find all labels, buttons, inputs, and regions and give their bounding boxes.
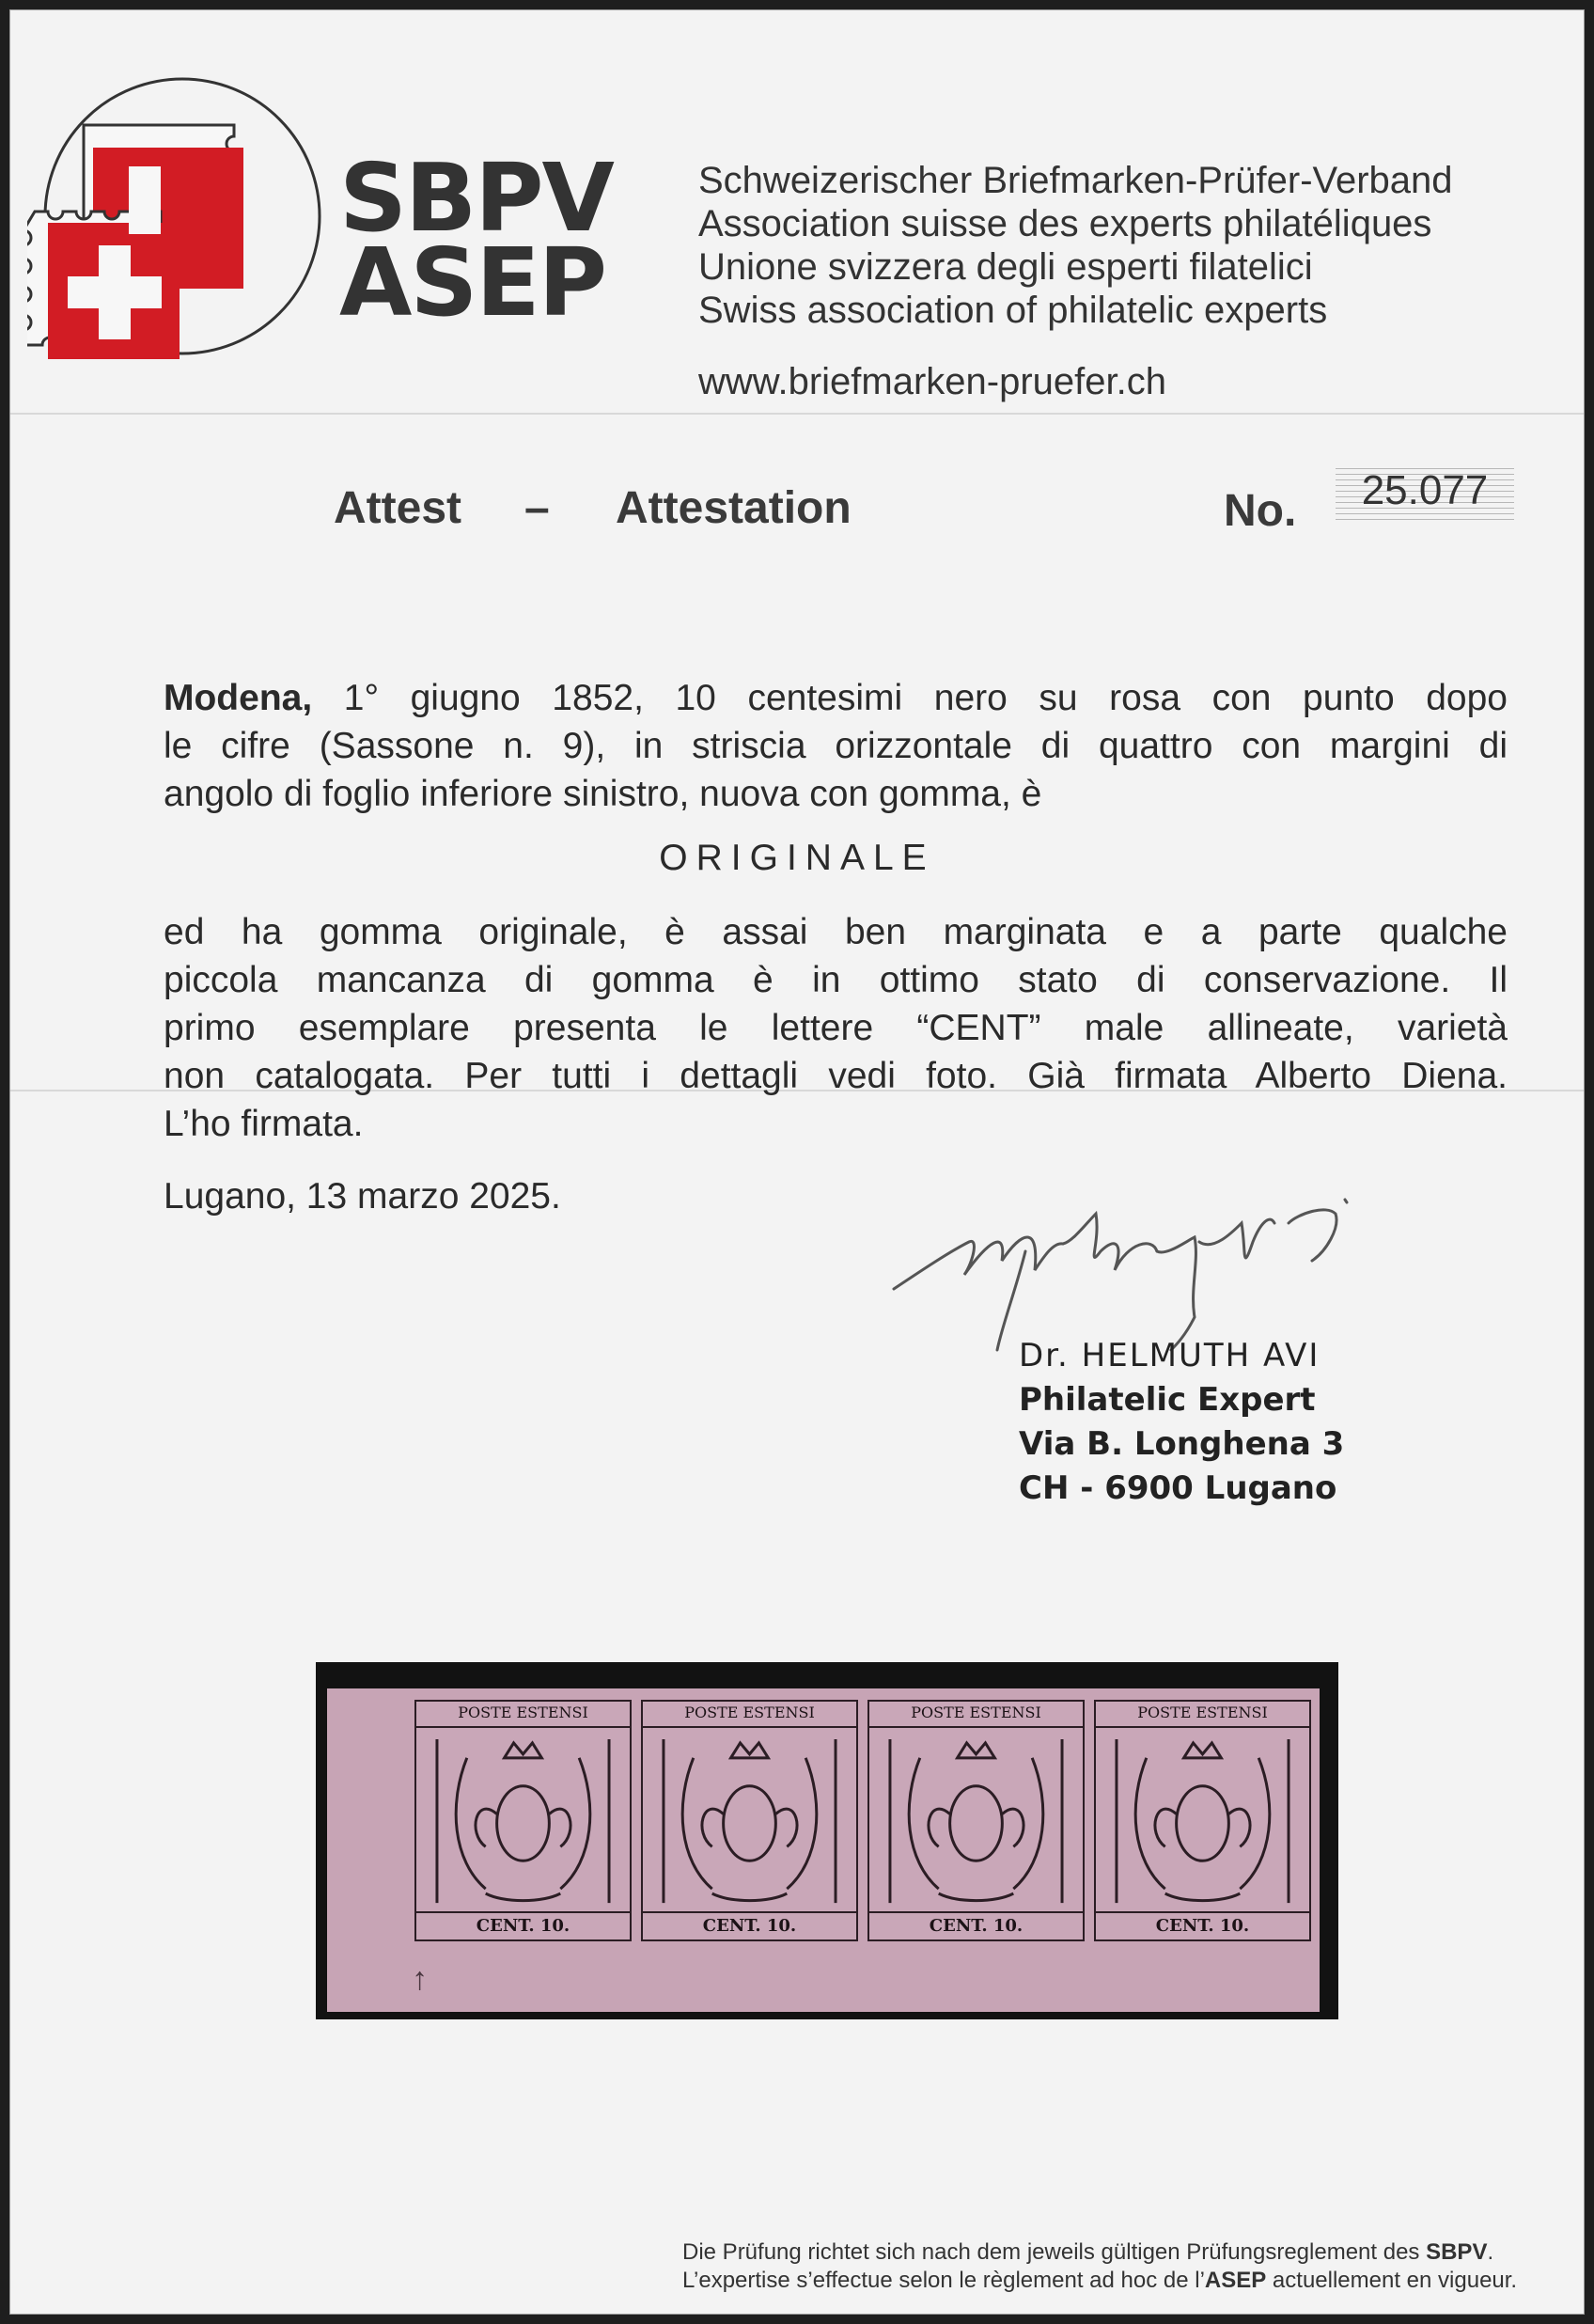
expert-street: Via B. Longhena 3 (1019, 1425, 1345, 1463)
description-line-3: angolo di foglio inferiore sinistro, nuova con gomma, è (164, 774, 1042, 814)
association-de: Schweizerischer Briefmarken-Prüfer-Verband (698, 160, 1453, 201)
footer-text: actuellement en vigueur. (1266, 2268, 1518, 2293)
footer-note (682, 2238, 1517, 2295)
stamp-strip-photo (316, 1662, 1338, 2019)
expert-city: CH - 6900 Lugano (1019, 1469, 1337, 1507)
brand-line-asep: ASEP (339, 228, 606, 338)
stamp-top-label: POSTE ESTENSI (869, 1702, 1083, 1728)
stamp-3 (867, 1700, 1085, 1941)
stamp-top-label: POSTE ESTENSI (1096, 1702, 1309, 1728)
footer-line-2 (682, 2267, 1517, 2295)
association-fr: Association suisse des experts philatéliques (698, 203, 1432, 244)
details-line-4: non catalogata. Per tutti i dettagli vedi foto. Già firmata Alberto Diena. (164, 1056, 1508, 1096)
stamp-2 (641, 1700, 858, 1941)
details-line-2: piccola mancanza di gomma è in ottimo stato di conservazione. Il (164, 960, 1508, 1000)
stamp-strip (327, 1688, 1320, 2012)
footer-line-1 (682, 2238, 1517, 2267)
expert-stamp (1019, 1334, 1344, 1511)
description-line-1 (164, 674, 1508, 722)
footer-bold: ASEP (1204, 2268, 1267, 2293)
fold-line (10, 413, 1584, 415)
footer-bold: SBPV (1426, 2239, 1488, 2265)
stamp-4 (1094, 1700, 1311, 1941)
footer-text: . (1487, 2239, 1494, 2265)
certificate-sheet (9, 9, 1585, 2315)
stamp-top-label: POSTE ESTENSI (416, 1702, 630, 1728)
association-en: Swiss association of philatelic experts (698, 290, 1328, 331)
signature-icon (884, 1186, 1411, 1355)
expert-title: Philatelic Expert (1019, 1381, 1316, 1419)
verdict: ORIGINALE (659, 838, 935, 878)
expert-name: Dr. HELMUTH AVI (1019, 1337, 1321, 1374)
stamp-value-label: CENT. 10. (643, 1911, 856, 1939)
association-names (698, 159, 1453, 332)
description-lead: Modena, (164, 678, 313, 718)
eagle-crest-icon (430, 1730, 617, 1912)
brand-line-sbpv: SBPV (339, 143, 613, 253)
association-it: Unione svizzera degli esperti filatelici (698, 246, 1313, 288)
arrow-up-icon: ↑ (412, 1961, 428, 1997)
heading-attest: Attest (334, 483, 462, 533)
eagle-crest-icon (1109, 1730, 1296, 1912)
stamp-1 (414, 1700, 632, 1941)
certificate-number: 25.077 (1336, 463, 1514, 522)
heading-dash: – (524, 483, 550, 533)
description-line-2: le cifre (Sassone n. 9), in striscia orizzontale di quattro con margini di (164, 726, 1508, 766)
brand-name (339, 143, 613, 338)
website-url: www.briefmarken-pruefer.ch (698, 361, 1166, 402)
stamp-value-label: CENT. 10. (416, 1911, 630, 1939)
footer-text: L’expertise s’effectue selon le règlement ad hoc de l’ (682, 2268, 1205, 2293)
details-line-3: primo esemplare presenta le lettere “CENT” male allineate, varietà (164, 1008, 1508, 1048)
footer-text: Die Prüfung richtet sich nach dem jeweils gültigen Prüfungsreglement des (682, 2239, 1427, 2265)
stamp-value-label: CENT. 10. (1096, 1911, 1309, 1939)
details-line-5: L’ho firmata. (164, 1104, 364, 1144)
details-line-1: ed ha gomma originale, è assai ben marginata e a parte qualche (164, 912, 1508, 952)
stamp-top-label: POSTE ESTENSI (643, 1702, 856, 1728)
certificate-number-label: No. (1224, 486, 1297, 536)
eagle-crest-icon (656, 1730, 843, 1912)
place-date: Lugano, 13 marzo 2025. (164, 1176, 561, 1217)
stamp-value-label: CENT. 10. (869, 1911, 1083, 1939)
eagle-crest-icon (883, 1730, 1070, 1912)
heading-attestation: Attestation (616, 483, 852, 533)
sbpv-logo-icon (27, 61, 337, 381)
description-text: 1° giugno 1852, 10 centesimi nero su rosa con punto dopo (312, 678, 1508, 718)
